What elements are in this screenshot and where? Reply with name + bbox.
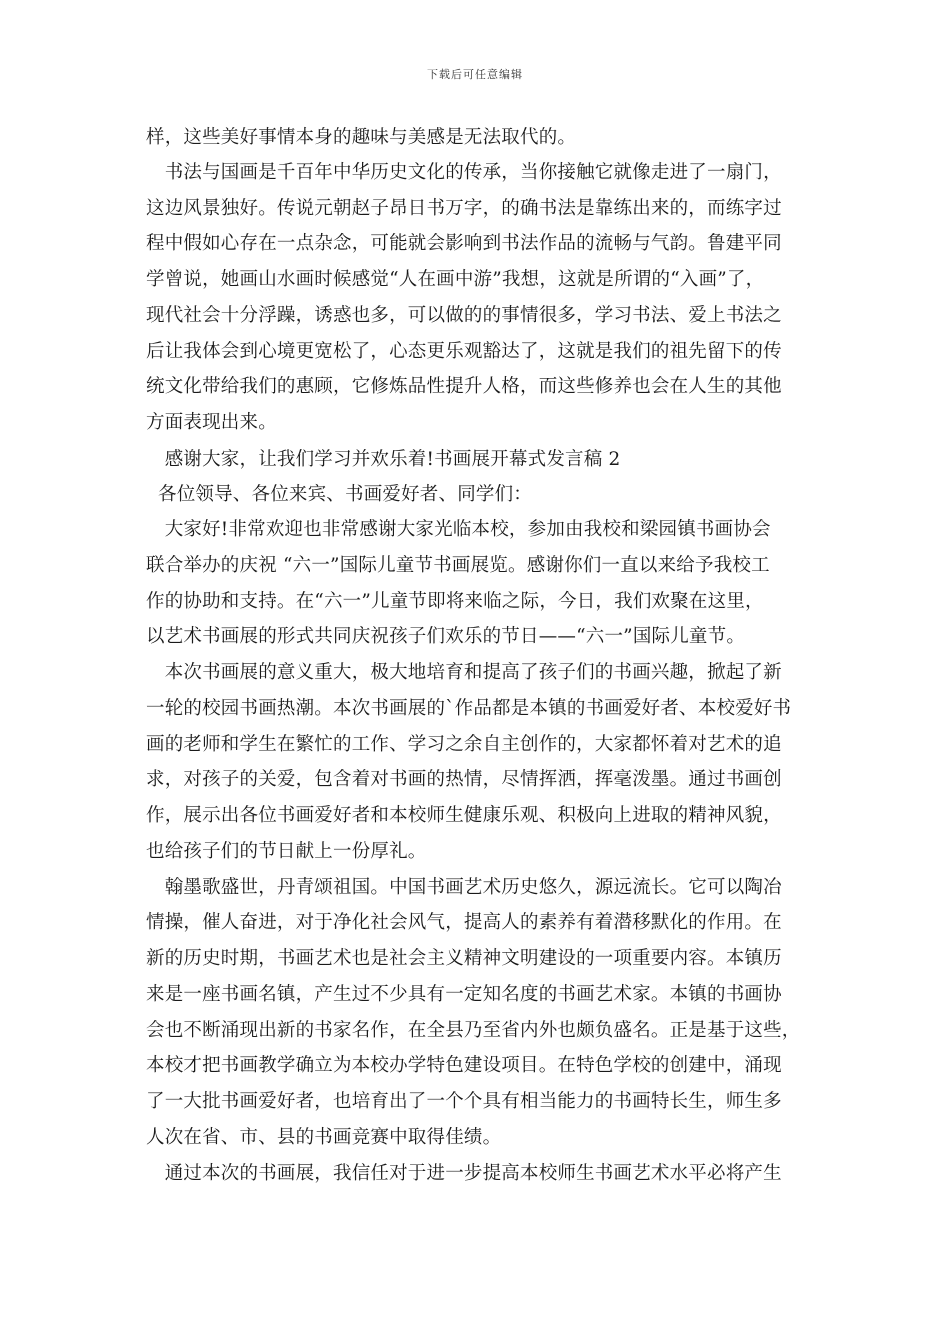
text-line: 现代社会十分浮躁，诱惑也多，可以做的的事情很多，学习书法、爱上书法之 (146, 305, 782, 326)
text-line: 方面表现出来。 (146, 412, 277, 433)
text-line: 作的协助和支持。在“六一”儿童节即将来临之际，今日，我们欢聚在这里， (146, 591, 764, 612)
text-line: 翰墨歌盛世，丹青颂祖国。中国书画艺术历史悠久，源远流长。它可以陶冶 (146, 877, 782, 898)
text-line: 一轮的校园书画热潮。本次书画展的`作品都是本镇的书画爱好者、本校爱好书 (146, 698, 792, 719)
text-line: 也给孩子们的节日献上一份厚礼。 (146, 841, 427, 862)
text-line: 画的老师和学生在繁忙的工作、学习之余自主创作的，大家都怀着对艺术的追 (146, 734, 782, 755)
text-line: 这边风景独好。传说元朝赵子昂日书万字，的确书法是靠练出来的，而练字过 (146, 198, 782, 219)
section-title: 感谢大家，让我们学习并欢乐着!书画展开幕式发言稿 2 (146, 449, 621, 470)
text-line: 统文化带给我们的惠顾，它修炼品性提升人格，而这些修养也会在人生的其他 (146, 376, 782, 397)
header-note: 下载后可任意编辑 (427, 68, 523, 81)
text-line: 了一大批书画爱好者，也培育出了一个个具有相当能力的书画特长生，师生多 (146, 1091, 782, 1112)
salutation: 各位领导、各位来宾、书画爱好者、同学们： (158, 484, 533, 505)
text-line: 情操，催人奋进，对于净化社会风气，提高人的素养有着潜移默化的作用。在 (146, 912, 782, 933)
text-line: 大家好!非常欢迎也非常感谢大家光临本校，参加由我校和梁园镇书画协会 (146, 519, 771, 540)
text-line: 求，对孩子的关爱，包含着对书画的热情，尽情挥洒，挥毫泼墨。通过书画创 (146, 769, 782, 790)
text-line: 通过本次的书画展，我信任对于进一步提高本校师生书画艺术水平必将产生 (146, 1163, 782, 1184)
text-line: 本校才把书画教学确立为本校办学特色建设项目。在特色学校的创建中，涌现 (146, 1055, 782, 1076)
text-line: 人次在省、市、县的书画竞赛中取得佳绩。 (146, 1127, 502, 1148)
text-line: 来是一座书画名镇，产生过不少具有一定知名度的书画艺术家。本镇的书画协 (146, 984, 782, 1005)
text-line: 本次书画展的意义重大，极大地培育和提高了孩子们的书画兴趣，掀起了新 (146, 662, 782, 683)
text-line: 会也不断涌现出新的书家名作，在全县乃至省内外也颇负盛名。正是基于这些， (146, 1020, 801, 1041)
text-line: 书法与国画是千百年中华历史文化的传承，当你接触它就像走进了一扇门， (146, 162, 782, 183)
text-line: 以艺术书画展的形式共同庆祝孩子们欢乐的节日——“六一”国际儿童节。 (146, 626, 746, 647)
text-line: 后让我体会到心境更宽松了，心态更乐观豁达了，这就是我们的祖先留下的传 (146, 341, 782, 362)
text-line: 程中假如心存在一点杂念，可能就会影响到书法作品的流畅与气韵。鲁建平同 (146, 233, 782, 254)
text-line: 学曾说，她画山水画时候感觉“人在画中游”我想，这就是所谓的“入画”了， (146, 269, 765, 290)
text-line: 联合举办的庆祝 “六一”国际儿童节书画展览。感谢你们一直以来给予我校工 (146, 555, 770, 576)
text-line: 作，展示出各位书画爱好者和本校师生健康乐观、积极向上进取的精神风貌， (146, 805, 782, 826)
text-line: 新的历史时期，书画艺术也是社会主义精神文明建设的一项重要内容。本镇历 (146, 948, 782, 969)
text-line: 样，这些美好事情本身的趣味与美感是无法取代的。 (146, 127, 577, 148)
